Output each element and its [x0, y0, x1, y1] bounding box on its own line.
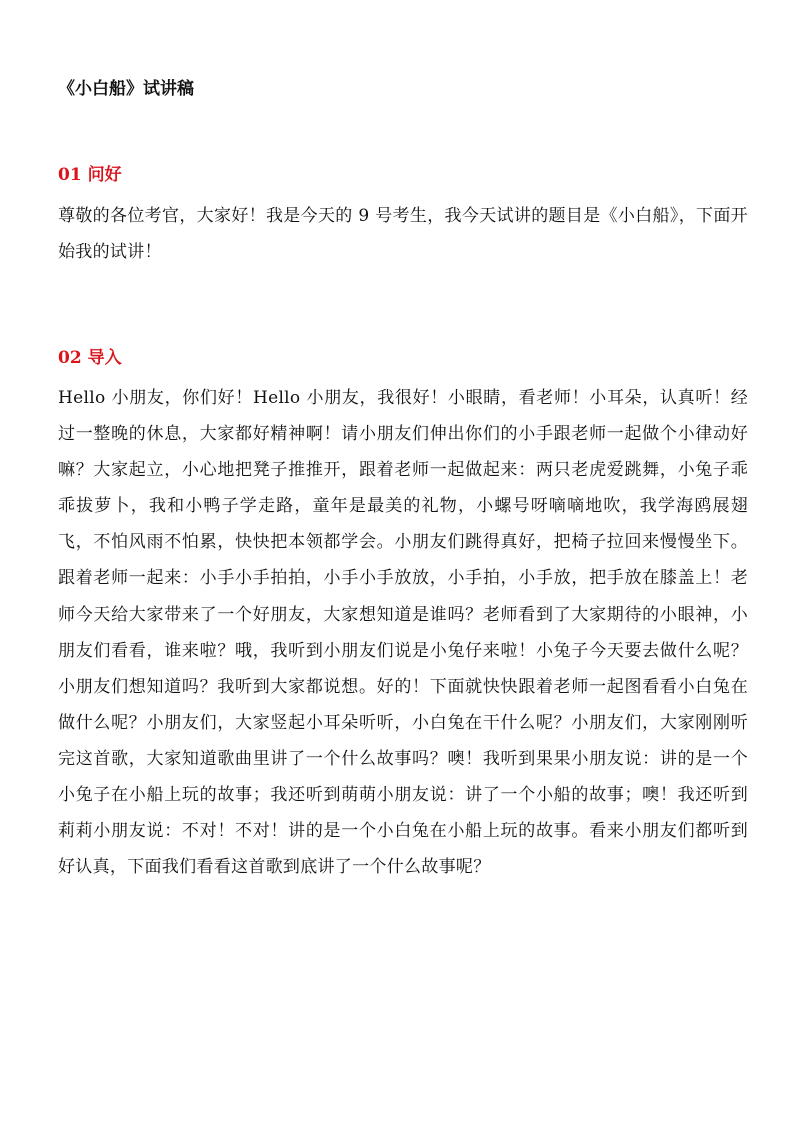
section-heading-greeting: 01 问好: [58, 165, 122, 185]
section-body-greeting: 尊敬的各位考官，大家好！我是今天的 9 号考生，我今天试讲的题目是《小白船》，下面开始我的试讲！: [58, 206, 748, 263]
section-heading-introduction: 02 导入: [58, 348, 122, 368]
section-body-introduction: Hello 小朋友，你们好！Hello 小朋友，我很好！小眼睛，看老师！小耳朵，认真听！经过一整晚的休息，大家都好精神啊！请小朋友们伸出你们的小手跟老师一起做个小律动好嘛？大家起立，小心地把凳子推推开，跟着老师一起做起来：两只老虎爱跳舞，小兔子乖乖拔萝卜，我和小鸭子学走路，童年是最美的礼物，小螺号呀嘀嘀地吹，我学海鸥展翅飞，不怕风雨不怕累，快快把本领都学会。小朋友们跳得真好，把椅子拉回来慢慢坐下。跟着老师一起来：小手小手拍拍，小手小手放放，小手拍，小手放，把手放在膝盖上！老师今天给大家带来了一个好朋友，大家想知道是谁吗？老师看到了大家期待的小眼神，小朋友们看看，谁来啦？哦，我听到小朋友们说是小兔仔来啦！小兔子今天要去做什么呢？小朋友们想知道吗？我听到大家都说想。好的！下面就快快跟着老师一起图看看小白兔在做什么呢？小朋友们，大家竖起小耳朵听听，小白兔在干什么呢？小朋友们，大家刚刚听完这首歌，大家知道歌曲里讲了一个什么故事吗？噢！我听到果果小朋友说：讲的是一个小兔子在小船上玩的故事；我还听到萌萌小朋友说：讲了一个小船的故事；噢！我还听到莉莉小朋友说：不对！不对！讲的是一个小白兔在小船上玩的故事。看来小朋友们都听到好认真，下面我们看看这首歌到底讲了一个什么故事呢？: [58, 388, 748, 878]
document-title: 《小白船》试讲稿: [58, 79, 194, 99]
